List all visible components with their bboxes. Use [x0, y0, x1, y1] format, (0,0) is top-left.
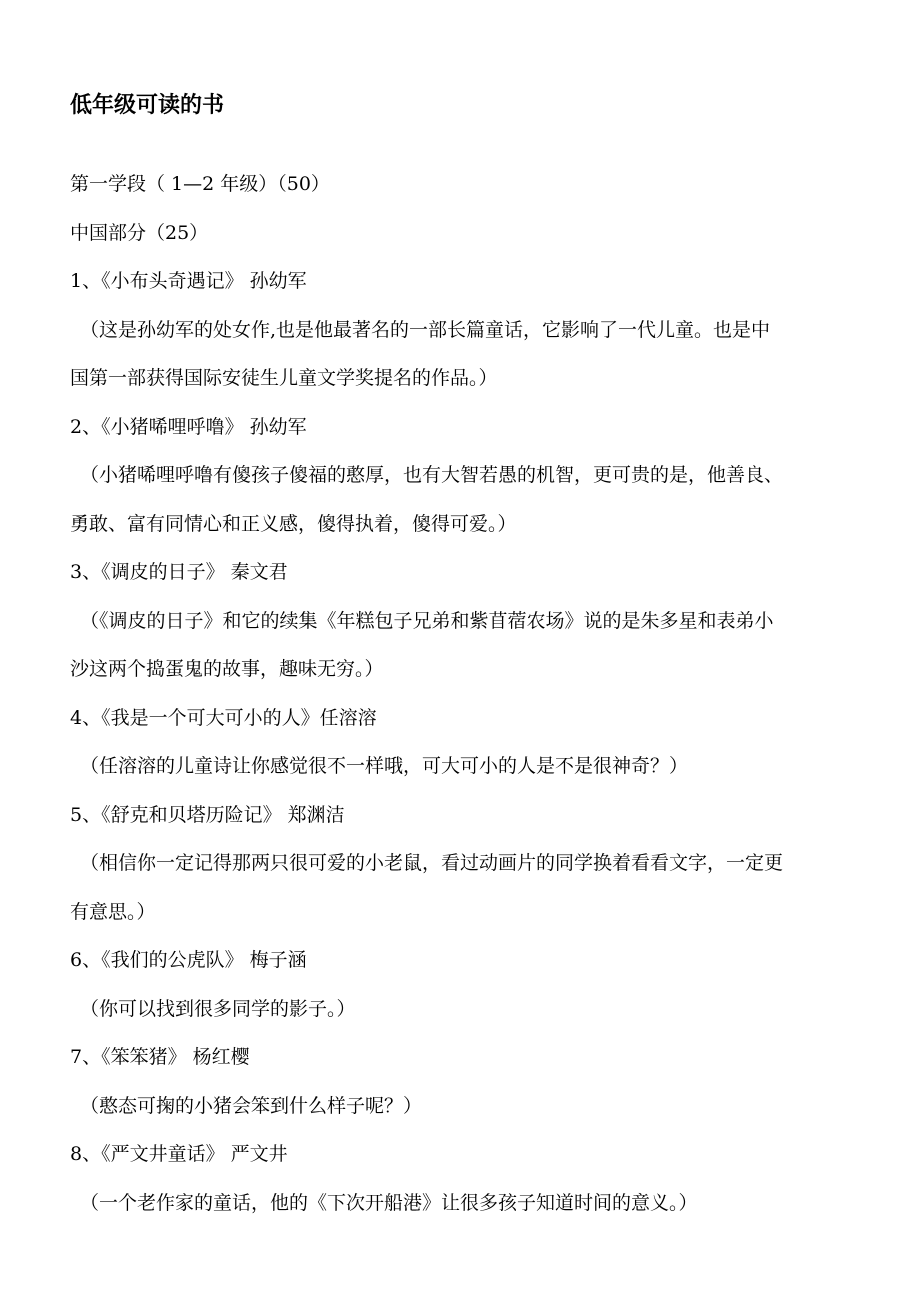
book-entry-note: （憨态可掬的小猪会笨到什么样子呢？） — [80, 1094, 423, 1117]
book-entry-note: （《调皮的日子》和它的续集《年糕包子兄弟和紫苜蓿农场》说的是朱多星和表弟小 — [80, 609, 774, 632]
book-entry-note: 勇敢、富有同情心和正义感，傻得执着，傻得可爱。） — [70, 512, 517, 535]
book-entry-heading: 2、《小猪唏哩呼噜》 孙幼军 — [70, 415, 307, 438]
book-entry-heading: 8、《严文井童话》 严文井 — [70, 1143, 288, 1165]
document-body — [70, 160, 865, 1227]
book-entry-note: 有意思。） — [70, 900, 156, 923]
book-entry-note: （这是孙幼军的处女作,也是他最著名的一部长篇童话，它影响了一代儿童。也是中 — [80, 318, 771, 341]
book-entry-heading: 6、《我们的公虎队》 梅子涵 — [70, 949, 307, 971]
book-entry-note: 国第一部获得国际安徒生儿童文学奖提名的作品。） — [70, 367, 498, 389]
book-entry-note: （你可以找到很多同学的影子。） — [80, 997, 356, 1020]
document-title: 低年级可读的书 — [70, 93, 225, 118]
book-entry-heading: 3、《调皮的日子》 秦文君 — [70, 561, 288, 583]
book-entry-note: （小猪唏哩呼噜有傻孩子傻福的憨厚，也有大智若愚的机智，更可贵的是，他善良、 — [80, 464, 784, 486]
book-entry-note: （相信你一定记得那两只很可爱的小老鼠，看过动画片的同学换着看看文字，一定更 — [80, 852, 784, 874]
book-entry-heading: 5、《舒克和贝塔历险记》 郑渊洁 — [70, 803, 345, 826]
section-heading: 第一学段（ 1—2 年级）（50） — [70, 173, 330, 195]
book-entry-note: 沙这两个捣蛋鬼的故事，趣味无穷。） — [70, 658, 384, 680]
book-entry-heading: 1、《小布头奇遇记》 孙幼军 — [70, 270, 307, 292]
book-entry-heading: 7、《笨笨猪》 杨红樱 — [70, 1046, 250, 1068]
book-entry-note: （一个老作家的童话，他的《下次开船港》让很多孩子知道时间的意义。） — [80, 1191, 698, 1214]
book-entry-heading: 4、《我是一个可大可小的人》任溶溶 — [70, 706, 377, 729]
book-entry-note: （任溶溶的儿童诗让你感觉很不一样哦，可大可小的人是不是很神奇？） — [80, 755, 689, 777]
subsection-heading: 中国部分（25） — [70, 221, 209, 244]
